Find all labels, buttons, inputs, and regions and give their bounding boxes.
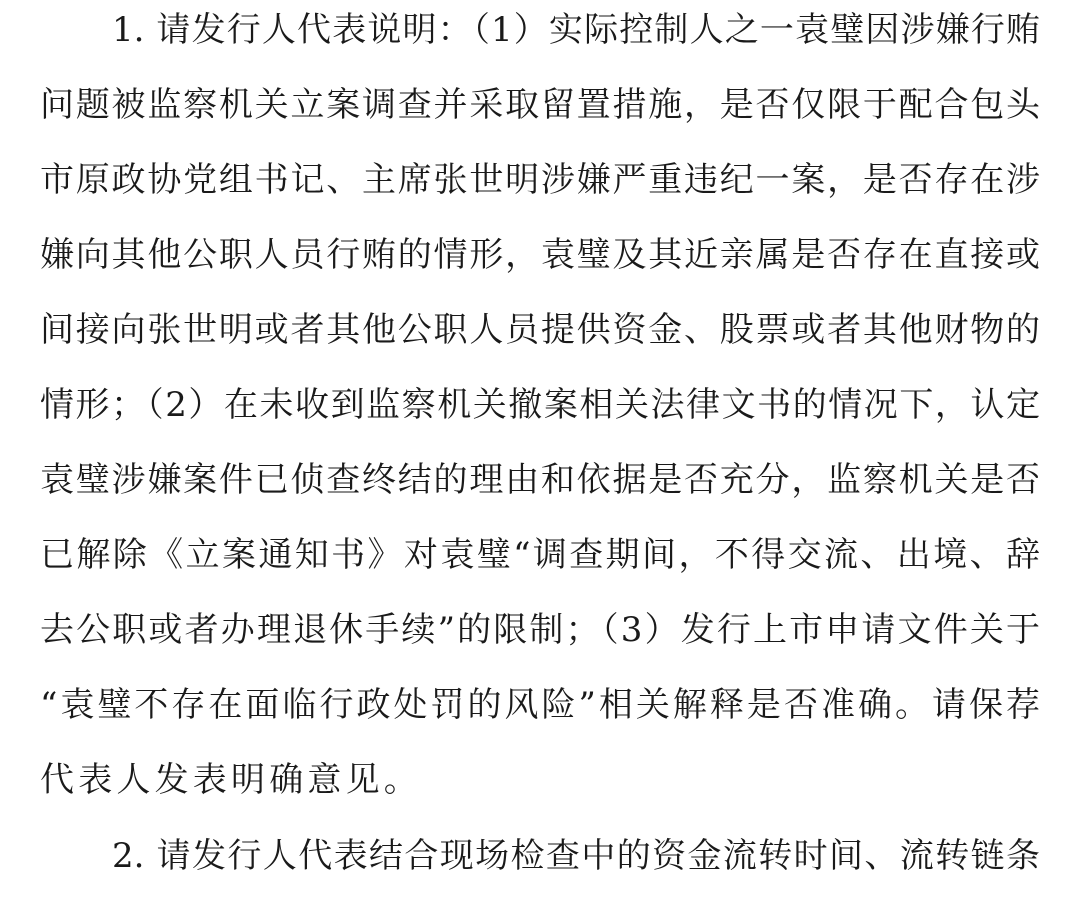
paragraph-line: 2. 请发行人代表结合现场检查中的资金流转时间、流转链条: [112, 836, 1040, 876]
paragraph-line: 市原政协党组书记、主席张世明涉嫌严重违纪一案，是否存在涉: [40, 160, 1040, 200]
paragraph-line: 去公职或者办理退休手续”的限制；（3）发行上市申请文件关于: [40, 610, 1040, 650]
paragraph-line: 情形；（2）在未收到监察机关撤案相关法律文书的情况下，认定: [40, 385, 1040, 425]
paragraph-line: 已解除《立案通知书》对袁璧“调查期间，不得交流、出境、辞: [40, 535, 1040, 575]
paragraph-line: “袁璧不存在面临行政处罚的风险”相关解释是否准确。请保荐: [40, 685, 1040, 725]
paragraph-line: 嫌向其他公职人员行贿的情形，袁璧及其近亲属是否存在直接或: [40, 235, 1040, 275]
paragraph-line: 问题被监察机关立案调查并采取留置措施，是否仅限于配合包头: [40, 85, 1040, 125]
paragraph-line: 代表人发表明确意见。: [40, 760, 422, 800]
paragraph-line: 间接向张世明或者其他公职人员提供资金、股票或者其他财物的: [40, 310, 1040, 350]
paragraph-line: 1. 请发行人代表说明：（1）实际控制人之一袁璧因涉嫌行贿: [112, 10, 1040, 50]
paragraph-line: 袁璧涉嫌案件已侦查终结的理由和依据是否充分，监察机关是否: [40, 460, 1040, 500]
